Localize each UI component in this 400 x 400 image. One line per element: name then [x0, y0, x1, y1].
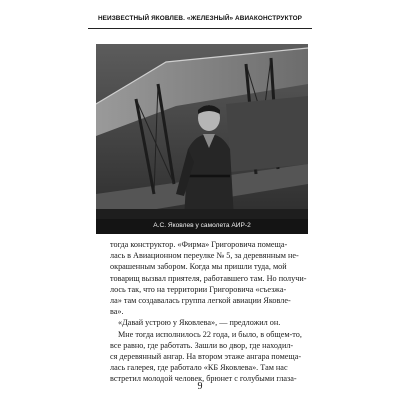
text-line: встретил молодой человек, брюнет с голубыми глаза- — [110, 374, 297, 384]
text-line: все равно, где работать. Зашли во двор, где находил- — [110, 340, 294, 350]
historical-photo — [96, 44, 308, 219]
text-line: тогда конструктор. «Фирма» Григоровича помеща- — [110, 240, 288, 249]
photo-caption-strip — [96, 219, 308, 234]
running-head-bar — [88, 12, 312, 29]
text-line: лась галерея, где работало «КБ Яковлева». Там нас — [110, 363, 288, 373]
page-number: 9 — [197, 381, 203, 392]
photo-caption: А.С. Яковлев у самолета АИР-2 — [153, 222, 251, 229]
body-text — [110, 239, 310, 384]
text-line: лась в Авиационном переулке № 5, за деревянным не- — [110, 251, 299, 261]
text-line: окрашенным забором. Когда мы пришли туда, мой — [110, 262, 287, 272]
text-line: товарищ вызвал приятеля, работавшего там. Но получи- — [110, 273, 307, 283]
running-head: НЕИЗВЕСТНЫЙ ЯКОВЛЕВ. «ЖЕЛЕЗНЫЙ» АВИАКОНСТРУКТОР — [97, 15, 303, 22]
text-line: «Давай устрою у Яковлева», — предложил он. — [118, 318, 281, 328]
text-line: ва». — [110, 307, 124, 317]
text-line: лось так, что на территории Григоровича «съезжа- — [110, 284, 287, 294]
text-line: ся деревянный ангар. На втором этаже ангара помеща- — [110, 351, 302, 361]
text-line: ла» там создавалась группа легкой авиации Яковле- — [110, 295, 291, 305]
text-line: Мне тогда исполнилось 22 года, и было, в общем-то, — [118, 329, 302, 339]
